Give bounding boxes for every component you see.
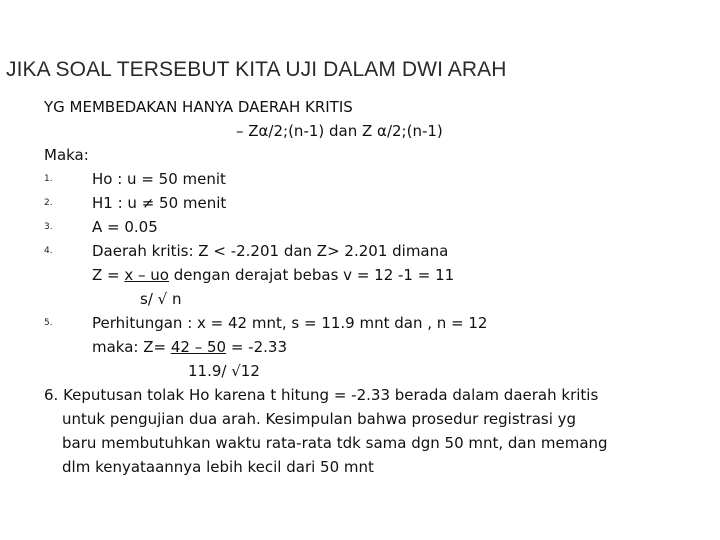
item-text-2: H1 : u ≠ 50 menit (92, 194, 227, 212)
formula-z-denominator: s/ √ n (140, 290, 182, 308)
item-text-5: Perhitungan : x = 42 mnt, s = 11.9 mnt dan , n = 12 (92, 314, 488, 332)
item-text-4: Daerah kritis: Z < -2.201 dan Z> 2.201 dimana (92, 242, 449, 260)
formula-z-suffix: dengan derajat bebas v = 12 -1 = 11 (169, 266, 455, 284)
item-number-5: 5. (44, 318, 53, 328)
maka-label: Maka: (44, 146, 89, 164)
item-number-3: 3. (44, 222, 53, 232)
conclusion-line-1: 6. Keputusan tolak Ho karena t hitung = -2.33 berada dalam daerah kritis (44, 386, 599, 404)
conclusion-line-4: dlm kenyataannya lebih kecil dari 50 mnt (62, 458, 374, 476)
slide-title: JIKA SOAL TERSEBUT KITA UJI DALAM DWI ARAH (6, 58, 507, 81)
header-line-1: YG MEMBEDAKAN HANYA DAERAH KRITIS (44, 98, 353, 116)
formula-calc-denominator: 11.9/ √12 (188, 362, 260, 380)
formula-calc (92, 338, 287, 356)
formula-z-prefix: Z = (92, 266, 125, 284)
item-number-2: 2. (44, 198, 53, 208)
conclusion-line-3: baru membutuhkan waktu rata-rata tdk sama dgn 50 mnt, dan memang (62, 434, 608, 452)
conclusion-line-2: untuk pengujian dua arah. Kesimpulan bahwa prosedur registrasi yg (62, 410, 577, 428)
formula-calc-numerator: 42 – 50 (170, 338, 227, 356)
item-text-1: Ho : u = 50 menit (92, 170, 226, 188)
item-number-1: 1. (44, 174, 53, 184)
formula-z (92, 266, 454, 284)
item-number-4: 4. (44, 246, 53, 256)
item-text-3: A = 0.05 (92, 218, 158, 236)
formula-z-numerator: x – uo (124, 266, 169, 284)
formula-calc-suffix: = -2.33 (226, 338, 287, 356)
formula-calc-prefix: maka: Z= (92, 338, 171, 356)
header-line-2: – Zα/2;(n-1) dan Z α/2;(n-1) (236, 122, 443, 140)
